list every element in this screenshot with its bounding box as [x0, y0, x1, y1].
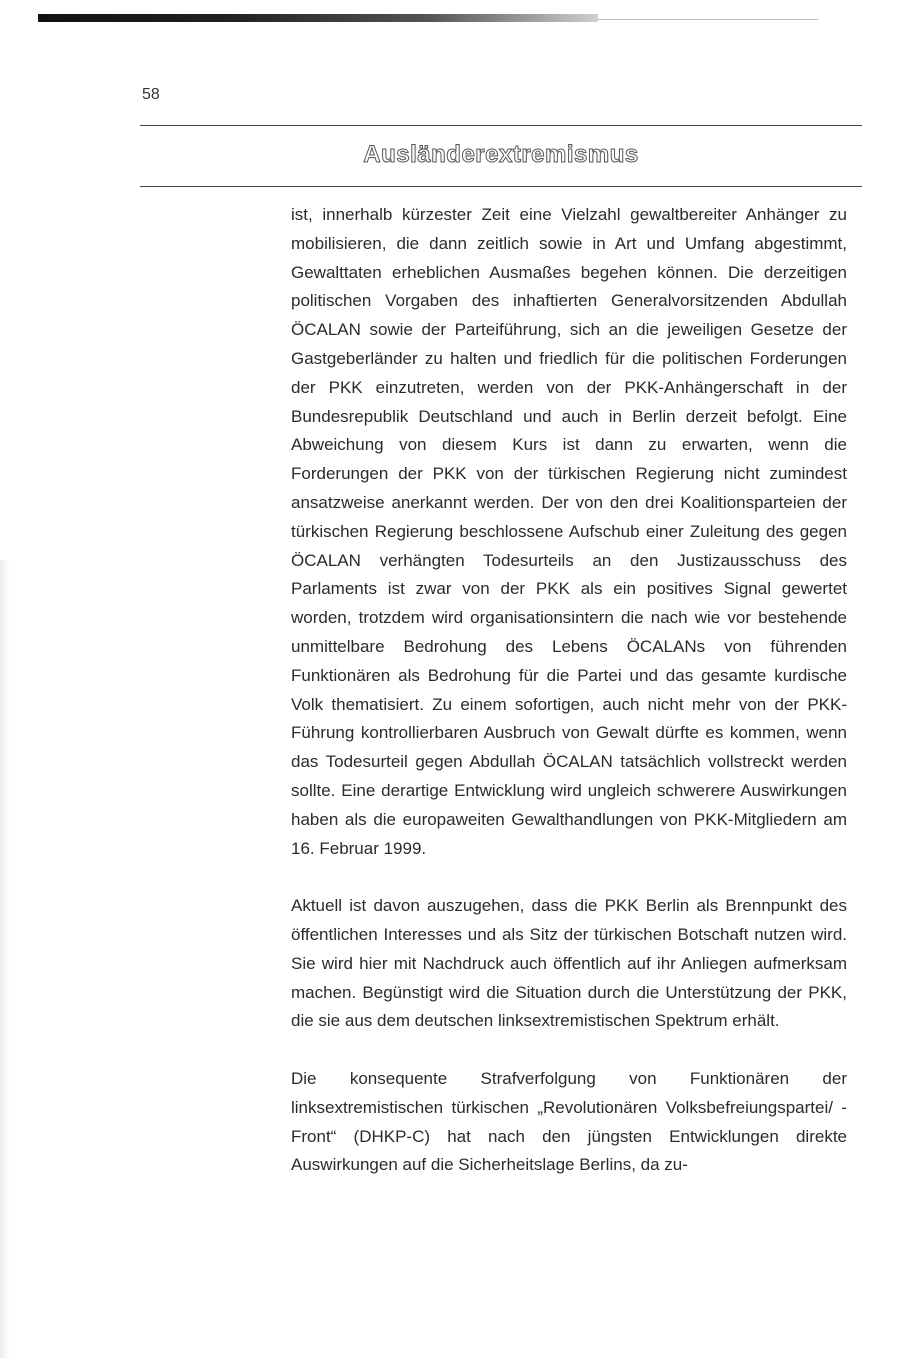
- header-rule-top: [140, 125, 862, 126]
- paragraph: Aktuell ist davon auszugehen, dass die PKK Berlin als Brennpunkt des öffentlichen Interesses und als Sitz der türkischen Botschaft nutzen wird. Sie wird hier mit Nachdruck auch öffentlich auf ihr Anliegen aufmerksam machen. Begünstigt wird die Situation durch die Unterstützung der PKK, die sie aus dem deutschen linksextremistischen Spektrum erhält.: [291, 896, 847, 1031]
- body-text: [291, 201, 847, 1180]
- scan-edge-bar: [38, 14, 598, 22]
- section-title: Ausländerextremismus: [363, 141, 639, 168]
- scan-edge-line: [598, 19, 818, 20]
- paragraph: ist, innerhalb kürzester Zeit eine Vielzahl gewaltbereiter Anhänger zu mobilisieren, die dann zeitlich sowie in Art und Umfang abgestimmt, Gewalttaten erheblichen Ausmaßes begehen können. Die derzeitigen politischen Vorgaben des inhaftierten Generalvorsitzenden Abdullah ÖCALAN sowie der Parteiführung, sich an die jeweiligen Gesetze der Gastgeberländer zu halten und friedlich für die politischen Forderungen der PKK einzutreten, werden von der PKK-Anhängerschaft in der Bundesrepublik Deutschland und auch in Berlin derzeit befolgt. Eine Abweichung von diesem Kurs ist dann zu erwarten, wenn die Forderungen der PKK von der türkischen Regierung nicht zumindest ansatzweise anerkannt werden. Der von den drei Koalitionsparteien der türkischen Regierung beschlossene Aufschub einer Zuleitung des gegen ÖCALAN verhängten Todesurteils an den Justizausschuss des Parlaments ist zwar von der PKK als ein positives Signal gewertet worden, trotzdem wird organisationsintern die nach wie vor bestehende unmittelbare Bedrohung des Lebens ÖCALANs von führenden Funktionären als Bedrohung für die Partei und das gesamte kurdische Volk thematisiert. Zu einem sofortigen, auch nicht mehr von der PKK-Führung kontrollierbaren Ausbruch von Gewalt dürfte es kommen, wenn das Todesurteil gegen Abdullah ÖCALAN tatsächlich vollstreckt werden sollte. Eine derartige Entwicklung wird ungleich schwerere Auswirkungen haben als die europaweiten Gewalthandlungen von PKK-Mitgliedern am 16. Februar 1999.: [291, 205, 847, 858]
- page-number: 58: [142, 86, 160, 103]
- paragraph: Die konsequente Strafverfolgung von Funktionären der linksextremistischen türkischen „Revolutionären Volksbefreiungspartei/ -Front“ (DHKP-C) hat nach den jüngsten Entwicklungen direkte Auswirkungen auf die Sicherheitslage Berlins, da zu-: [291, 1068, 847, 1175]
- header-rule-bottom: [140, 186, 862, 187]
- binding-shadow: [0, 560, 10, 1358]
